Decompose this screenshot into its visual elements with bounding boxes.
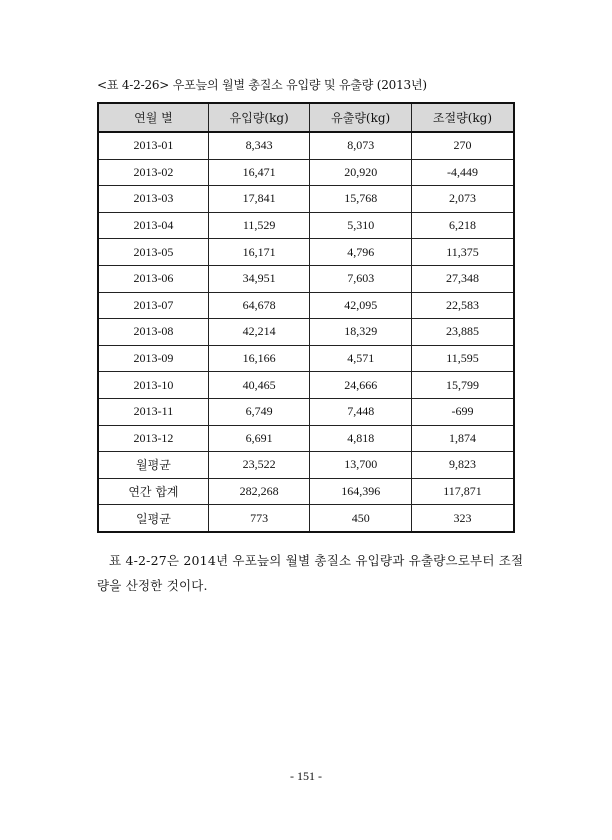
cell-period: 2013-08 xyxy=(98,319,208,346)
cell-inflow: 34,951 xyxy=(208,265,310,292)
header-inflow: 유입량(kg) xyxy=(208,103,310,132)
cell-outflow: 8,073 xyxy=(310,132,412,159)
cell-inflow: 16,471 xyxy=(208,159,310,186)
header-regulation: 조절량(kg) xyxy=(411,103,514,132)
cell-period: 2013-03 xyxy=(98,186,208,213)
cell-period: 2013-05 xyxy=(98,239,208,266)
cell-inflow: 40,465 xyxy=(208,372,310,399)
cell-regulation: 9,823 xyxy=(411,452,514,479)
table-caption: <표 4-2-26> 우포늪의 월별 총질소 유입량 및 유출량 (2013년) xyxy=(97,78,427,92)
table-row xyxy=(98,452,514,479)
cell-period: 2013-01 xyxy=(98,132,208,159)
cell-period: 2013-12 xyxy=(98,425,208,452)
cell-inflow: 11,529 xyxy=(208,212,310,239)
cell-outflow: 7,448 xyxy=(310,398,412,425)
header-outflow: 유출량(kg) xyxy=(310,103,412,132)
page-number: - 151 - xyxy=(290,769,322,783)
cell-period: 연간 합계 xyxy=(98,478,208,505)
cell-inflow: 6,749 xyxy=(208,398,310,425)
cell-outflow: 15,768 xyxy=(310,186,412,213)
cell-regulation: 27,348 xyxy=(411,265,514,292)
cell-inflow: 23,522 xyxy=(208,452,310,479)
cell-period: 2013-04 xyxy=(98,212,208,239)
cell-regulation: 6,218 xyxy=(411,212,514,239)
cell-outflow: 24,666 xyxy=(310,372,412,399)
cell-period: 2013-10 xyxy=(98,372,208,399)
cell-outflow: 13,700 xyxy=(310,452,412,479)
cell-regulation: 1,874 xyxy=(411,425,514,452)
table-row xyxy=(98,425,514,452)
table-row xyxy=(98,319,514,346)
cell-outflow: 20,920 xyxy=(310,159,412,186)
cell-inflow: 42,214 xyxy=(208,319,310,346)
table-row xyxy=(98,345,514,372)
cell-outflow: 4,571 xyxy=(310,345,412,372)
cell-inflow: 282,268 xyxy=(208,478,310,505)
cell-outflow: 4,818 xyxy=(310,425,412,452)
table-row xyxy=(98,265,514,292)
table-row xyxy=(98,372,514,399)
cell-regulation: 11,595 xyxy=(411,345,514,372)
table-header-row xyxy=(98,103,514,132)
cell-outflow: 450 xyxy=(310,505,412,532)
cell-period: 2013-07 xyxy=(98,292,208,319)
cell-regulation: 23,885 xyxy=(411,319,514,346)
cell-regulation: 15,799 xyxy=(411,372,514,399)
table-row xyxy=(98,132,514,159)
cell-regulation: 323 xyxy=(411,505,514,532)
cell-period: 2013-02 xyxy=(98,159,208,186)
cell-regulation: 117,871 xyxy=(411,478,514,505)
cell-inflow: 64,678 xyxy=(208,292,310,319)
cell-outflow: 5,310 xyxy=(310,212,412,239)
cell-outflow: 7,603 xyxy=(310,265,412,292)
cell-inflow: 17,841 xyxy=(208,186,310,213)
table-row xyxy=(98,478,514,505)
body-paragraph xyxy=(97,548,531,598)
cell-regulation: -4,449 xyxy=(411,159,514,186)
cell-outflow: 42,095 xyxy=(310,292,412,319)
cell-regulation: 2,073 xyxy=(411,186,514,213)
body-paragraph-text: 표 4-2-27은 2014년 우포늪의 월별 총질소 유입량과 유출량으로부터 조절량을 산정한 것이다. xyxy=(97,553,524,593)
cell-period: 일평균 xyxy=(98,505,208,532)
cell-regulation: 22,583 xyxy=(411,292,514,319)
table-body xyxy=(98,132,514,532)
cell-outflow: 4,796 xyxy=(310,239,412,266)
header-period: 연월 별 xyxy=(98,103,208,132)
cell-regulation: 11,375 xyxy=(411,239,514,266)
table-row xyxy=(98,292,514,319)
cell-inflow: 16,166 xyxy=(208,345,310,372)
cell-period: 월평균 xyxy=(98,452,208,479)
cell-inflow: 16,171 xyxy=(208,239,310,266)
cell-inflow: 773 xyxy=(208,505,310,532)
table-row xyxy=(98,505,514,532)
table-row xyxy=(98,159,514,186)
cell-period: 2013-06 xyxy=(98,265,208,292)
table-row xyxy=(98,212,514,239)
nitrogen-table xyxy=(97,102,515,533)
cell-period: 2013-11 xyxy=(98,398,208,425)
table-row xyxy=(98,239,514,266)
cell-outflow: 18,329 xyxy=(310,319,412,346)
cell-regulation: -699 xyxy=(411,398,514,425)
table-row xyxy=(98,398,514,425)
cell-outflow: 164,396 xyxy=(310,478,412,505)
cell-inflow: 6,691 xyxy=(208,425,310,452)
cell-regulation: 270 xyxy=(411,132,514,159)
cell-period: 2013-09 xyxy=(98,345,208,372)
table-row xyxy=(98,186,514,213)
cell-inflow: 8,343 xyxy=(208,132,310,159)
